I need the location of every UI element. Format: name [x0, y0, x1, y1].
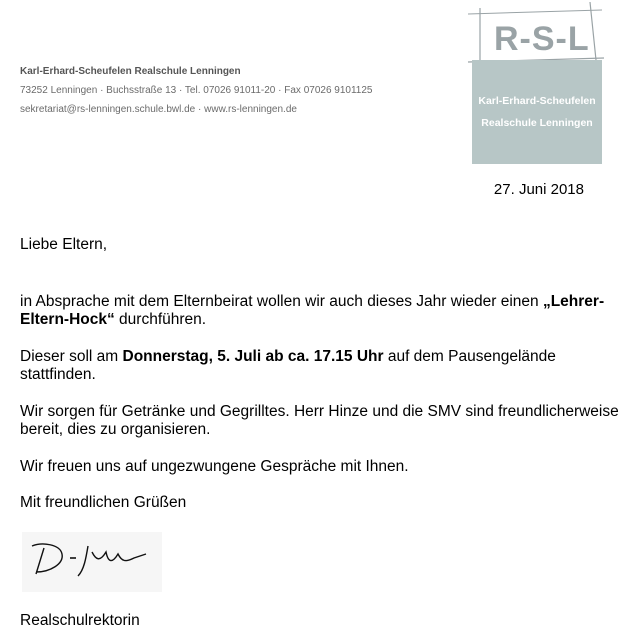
- sender-block: [20, 62, 372, 119]
- paragraph-3: Wir sorgen für Getränke und Gegrilltes. Herr Hinze und die SMV sind freundlicherweise bereit, dies zu organisieren.: [20, 402, 619, 438]
- event-name: „Lehrer-Eltern-Hock“: [20, 292, 605, 328]
- logo-name-line1: Karl-Erhard-Scheufelen: [478, 95, 596, 107]
- signatory-role: Realschulrektorin: [20, 612, 140, 629]
- event-date-time: Donnerstag, 5. Juli ab ca. 17.15 Uhr: [122, 347, 384, 365]
- salutation: Liebe Eltern,: [20, 236, 108, 253]
- logo-name-box: [472, 60, 602, 164]
- paragraph-4: Wir freuen uns auf ungezwungene Gespräche mit Ihnen.: [20, 457, 409, 475]
- closing: Mit freundlichen Grüßen: [20, 494, 187, 511]
- paragraph-1: [20, 293, 625, 330]
- paragraph-2: [20, 348, 625, 385]
- sender-address: 73252 Lenningen · Buchsstraße 13 · Tel. 07026 91011-20 · Fax 07026 9101125: [20, 85, 373, 96]
- paragraph-1-text-a: in Absprache mit dem Elternbeirat wollen wir auch dieses Jahr wieder einen: [20, 292, 543, 310]
- paragraph-2-text-b: auf dem Pausengelände stattfinden.: [20, 347, 556, 383]
- signature: [22, 532, 162, 592]
- sender-contact: sekretariat@rs-lenningen.schule.bwl.de · www.rs-lenningen.de: [20, 104, 297, 115]
- sender-school-name: Karl-Erhard-Scheufelen Realschule Lenningen: [20, 66, 241, 77]
- paragraph-2-text-a: Dieser soll am: [20, 347, 123, 365]
- logo-letters: R-S-L: [494, 20, 590, 58]
- letter-body: [20, 236, 625, 513]
- school-logo: [466, 0, 606, 168]
- letter-date: 27. Juni 2018: [493, 181, 584, 198]
- paragraph-1-text-b: durchführen.: [114, 311, 207, 328]
- logo-name-line2: Realschule Lenningen: [481, 117, 593, 129]
